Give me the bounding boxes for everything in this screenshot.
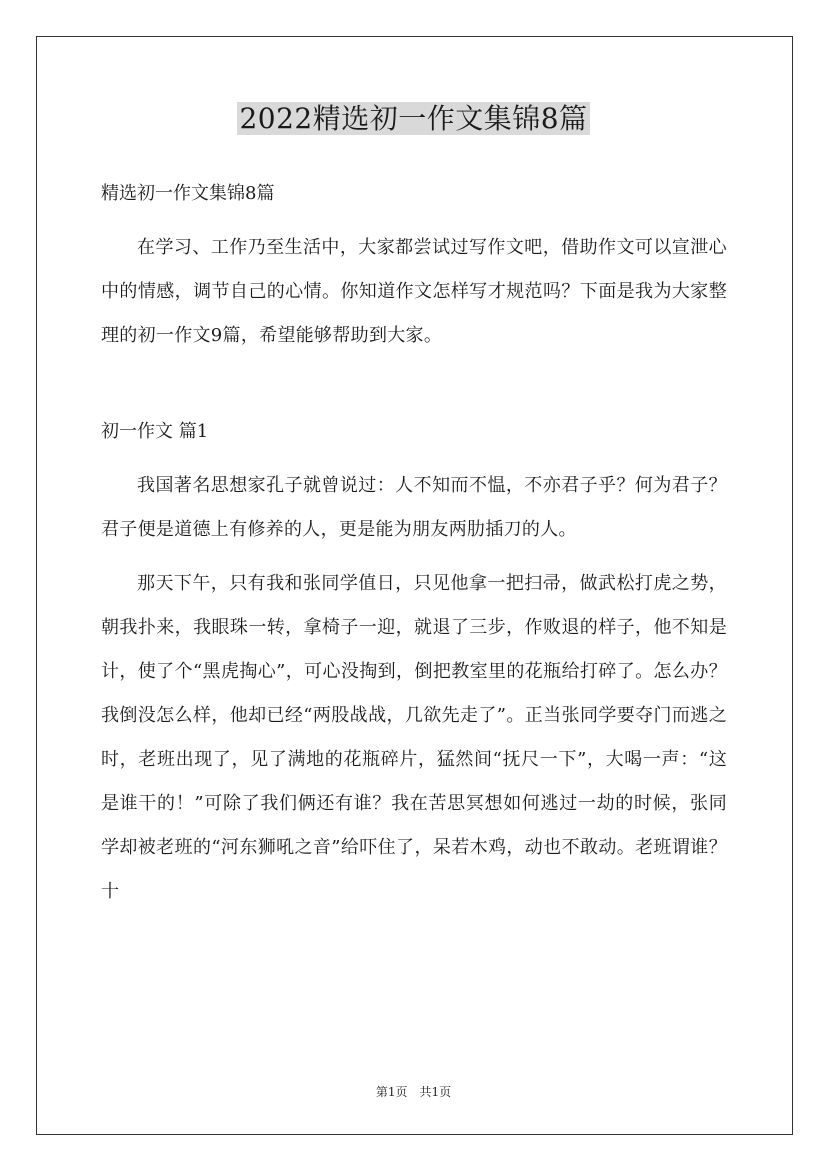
section-heading: 初一作文 篇1 xyxy=(101,421,209,442)
document-title-text: 2022精选初一作文集锦8篇 xyxy=(239,102,588,135)
document-title xyxy=(0,97,827,141)
intro-paragraph: 在学习、工作乃至生活中，大家都尝试过写作文吧，借助作文可以宣泄心中的情感，调节自己的心情。你知道作文怎样写才规范吗？下面是我为大家整理的初一作文9篇，希望能够帮助到大家。 xyxy=(101,237,727,346)
page-total: 共1页 xyxy=(419,1085,452,1099)
body-paragraph: 那天下午，只有我和张同学值日，只见他拿一把扫帚，做武松打虎之势，朝我扑来，我眼珠一转，拿椅子一迎，就退了三步，作败退的样子，他不知是计，使了个“黑虎掏心”，可心没掏到，倒把教室里的花瓶给打碎了。怎么办？我倒没怎么样，他却已经“两股战战，几欲先走了”。正当张同学要夺门而逃之时，老班出现了，见了满地的花瓶碎片，猛然间“抚尺一下”，大喝一声：“这是谁干的！”可除了我们俩还有谁？我在苦思冥想如何逃过一劫的时候，张同学却被老班的“河东狮吼之音”给吓住了，呆若木鸡，动也不敢动。老班谓谁？十 xyxy=(101,573,727,902)
page-footer xyxy=(0,1084,827,1100)
page-number: 第1页 xyxy=(375,1085,408,1099)
document-body xyxy=(101,172,727,924)
document-subtitle: 精选初一作文集锦8篇 xyxy=(101,183,275,204)
section-spacer xyxy=(101,368,727,410)
body-paragraph: 我国著名思想家孔子就曾说过：人不知而不愠，不亦君子乎？何为君子？君子便是道德上有修养的人，更是能为朋友两肋插刀的人。 xyxy=(101,475,727,540)
